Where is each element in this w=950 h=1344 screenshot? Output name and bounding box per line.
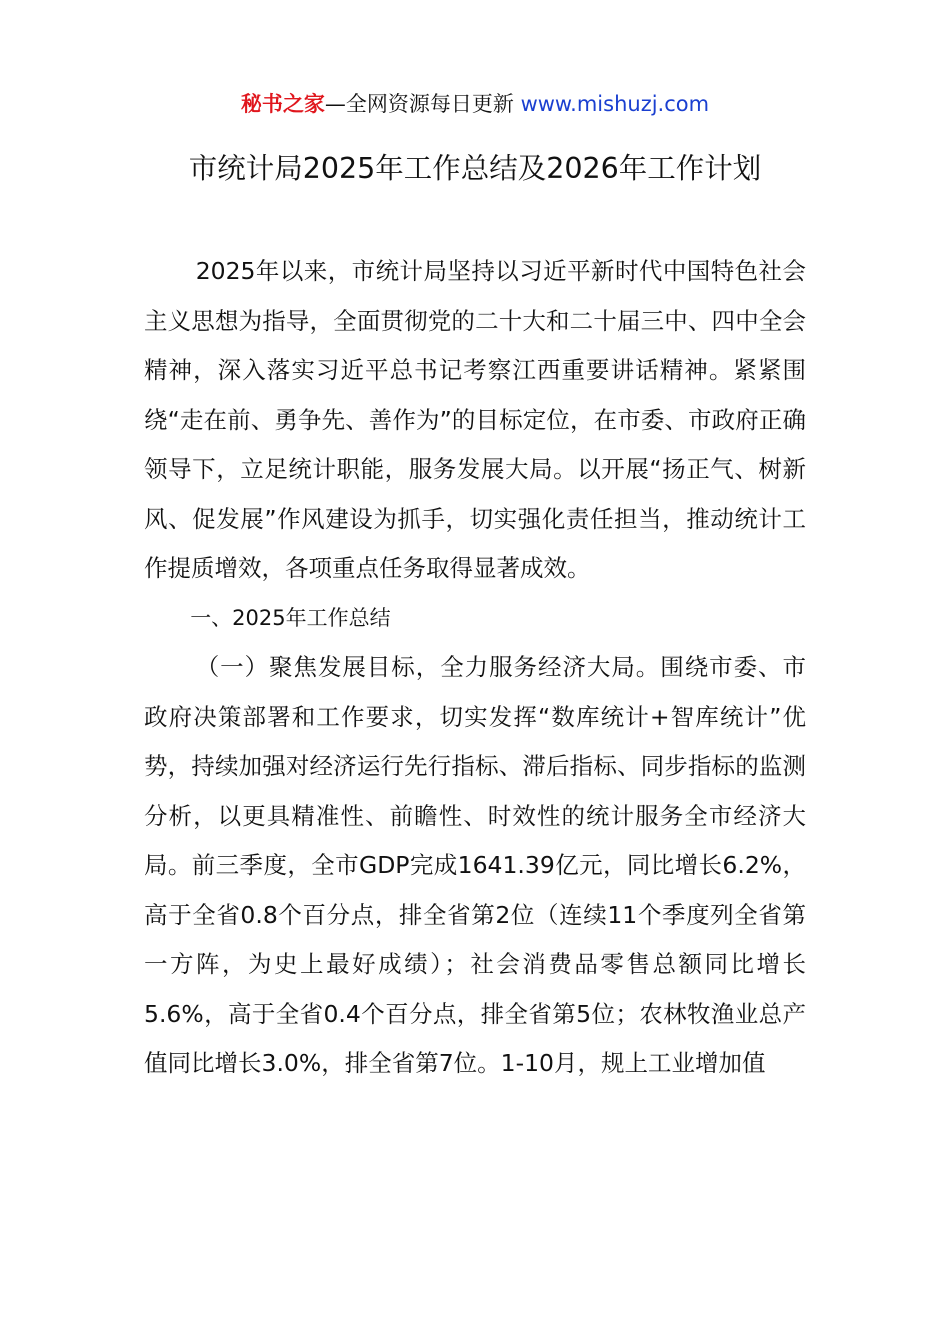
site-header xyxy=(0,88,950,120)
section-one-paragraph: （一）聚焦发展目标，全力服务经济大局。围绕市委、市政府决策部署和工作要求，切实发挥“数库统计+智库统计”优势，持续加强对经济运行先行指标、滞后指标、同步指标的监测分析，以更具精准性、前瞻性、时效性的统计服务全市经济大局。前三季度，全市GDP完成1641.39亿元，同比增长6.2%，高于全省0.8个百分点，排全省第2位（连续11个季度列全省第一方阵，为史上最好成绩）；社会消费品零售总额同比增长5.6%，高于全省0.4个百分点，排全省第5位；农林牧渔业总产值同比增长3.0%，排全省第7位。1-10月，规上工业增加值 xyxy=(144,653,806,1077)
site-tagline: —全网资源每日更新 xyxy=(324,92,514,116)
site-url-link[interactable]: www.mishuzj.com xyxy=(520,92,710,116)
document-body xyxy=(144,247,806,1089)
document-title: 市统计局2025年工作总结及2026年工作计划 xyxy=(188,152,762,185)
intro-paragraph: 2025年以来，市统计局坚持以习近平新时代中国特色社会主义思想为指导，全面贯彻党的二十大和二十届三中、四中全会精神，深入落实习近平总书记考察江西重要讲话精神。紧紧围绕“走在前、勇争先、善作为”的目标定位，在市委、市政府正确领导下，立足统计职能，服务发展大局。以开展“扬正气、树新风、促发展”作风建设为抓手，切实强化责任担当，推动统计工作提质增效，各项重点任务取得显著成效。 xyxy=(144,257,806,582)
section-heading: 一、2025年工作总结 xyxy=(190,605,391,630)
brand-name: 秘书之家 xyxy=(240,92,325,116)
